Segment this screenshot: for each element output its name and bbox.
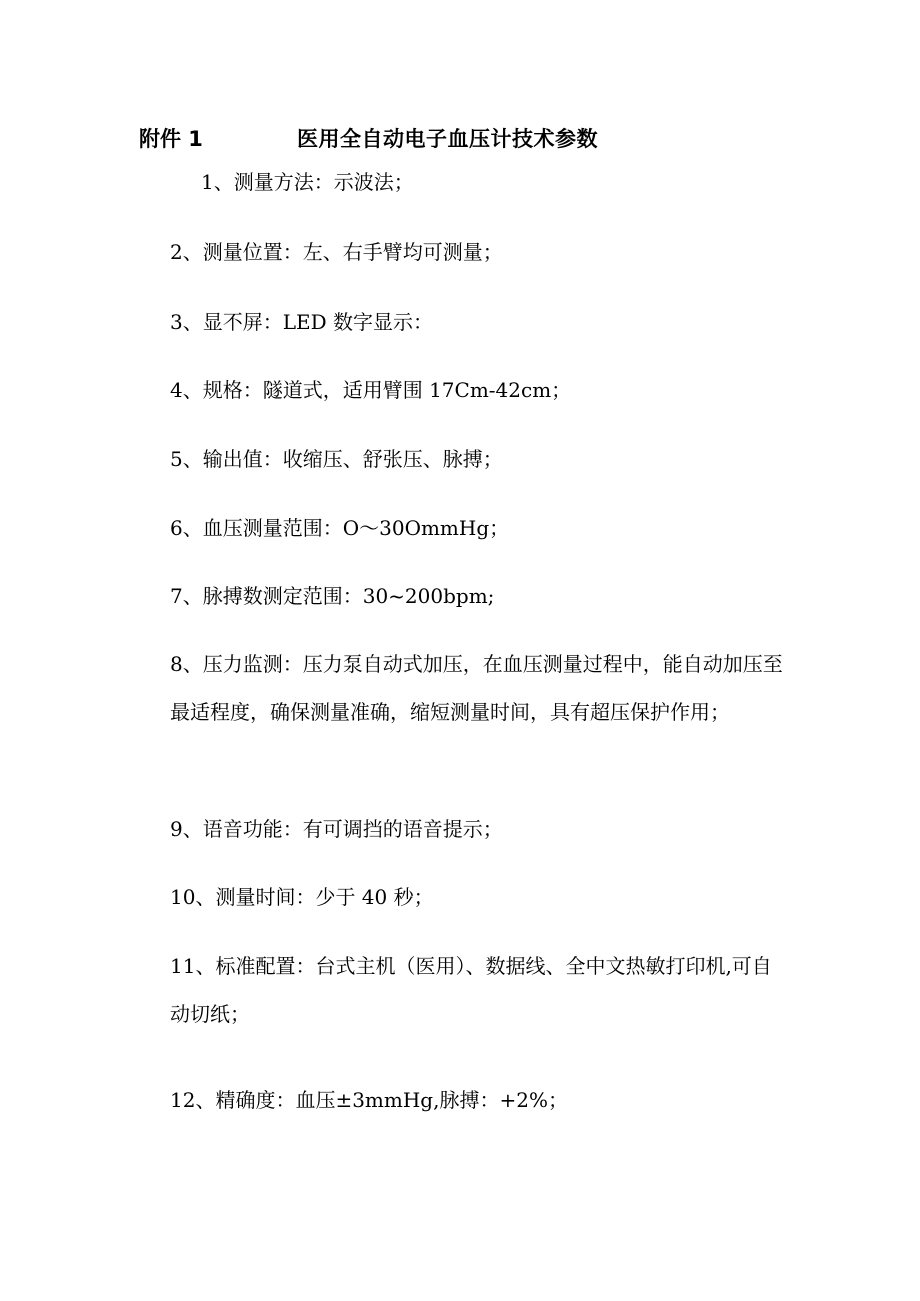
spec-item-12: 12、精确度：血压±3mmHg,脉搏：+2%； — [170, 1088, 568, 1112]
document-title: 医用全自动电子血压计技术参数 — [297, 127, 598, 151]
spec-item-4: 4、规格：隧道式，适用臂围 17Cm-42cm； — [170, 378, 572, 402]
spec-item-8: 8、压力监测：压力泵自动式加压，在血压测量过程中，能自动加压至最适程度，确保测量准确，缩短测量时间，具有超压保护作用； — [170, 652, 783, 724]
spec-item-3: 3、显不屏：LED 数字显示： — [170, 310, 433, 334]
spec-item-7: 7、脉搏数测定范围：30~200bpm; — [170, 584, 495, 608]
spec-item-1: 1、测量方法：示波法； — [201, 170, 414, 194]
attachment-label: 附件 1 — [139, 127, 203, 151]
spec-item-11: 11、标准配置：台式主机（医用）、数据线、全中文热敏打印机,可自动切纸； — [170, 954, 772, 1026]
spec-item-5: 5、输出值：收缩压、舒张压、脉搏； — [170, 447, 503, 471]
spec-item-6: 6、血压测量范围：O～30OmmHg； — [170, 516, 510, 540]
document-header — [139, 124, 819, 154]
spec-item-9: 9、语音功能：有可调挡的语音提示； — [170, 817, 503, 841]
spec-item-2: 2、测量位置：左、右手臂均可测量； — [170, 240, 503, 264]
spec-item-10: 10、测量时间：少于 40 秒； — [170, 885, 434, 909]
